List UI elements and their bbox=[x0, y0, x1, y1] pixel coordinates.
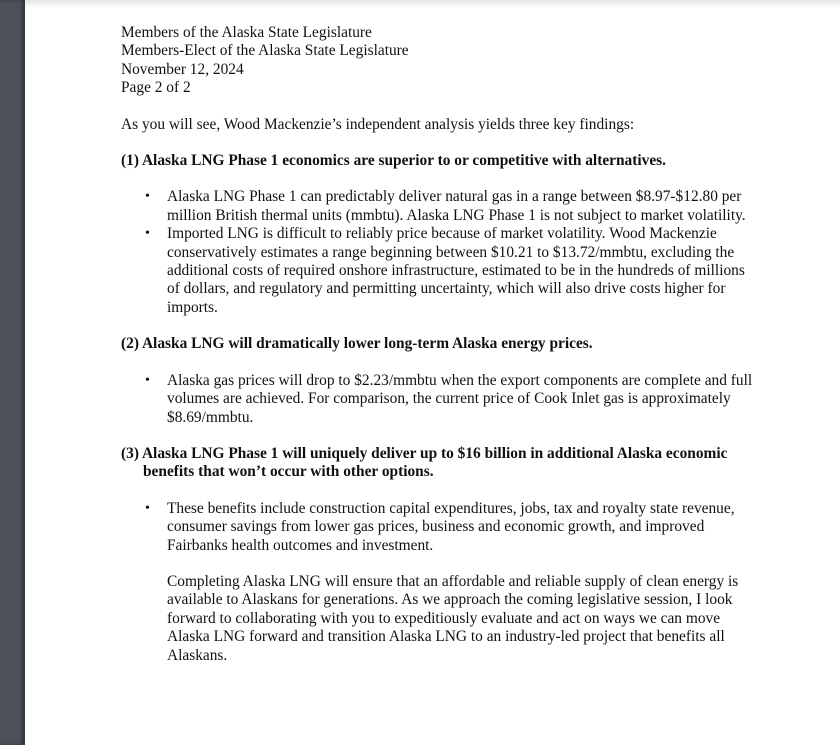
letter-header bbox=[121, 24, 761, 98]
bullet-icon: • bbox=[145, 226, 150, 242]
bullet-item bbox=[121, 372, 761, 427]
finding-1-title: (1) Alaska LNG Phase 1 economics are superior to or competitive with alternatives. bbox=[121, 152, 667, 170]
bullet-icon: • bbox=[145, 500, 150, 516]
finding-2-title: (2) Alaska LNG will dramatically lower long-term Alaska energy prices. bbox=[121, 335, 593, 353]
finding-2-bullets bbox=[121, 372, 761, 427]
viewer-left-gutter bbox=[0, 0, 25, 745]
finding-3-bullets bbox=[121, 500, 761, 555]
bullet-icon: • bbox=[145, 372, 150, 388]
closing-paragraph: Completing Alaska LNG will ensure that an affordable and reliable supply of clean energy is available to Alaskans for generations. As we approach the coming legislative session, I look forward to collaborating with you to expeditiously evaluate and act on ways we can move Alaska LNG forward and transition Alaska LNG to an industry-led project that benefits all Alaskans. bbox=[167, 572, 739, 664]
finding-3-title: (3) Alaska LNG Phase 1 will uniquely deliver up to $16 billion in additional Alaska economic benefits that won’t occur with other options. bbox=[121, 444, 728, 481]
bullet-item bbox=[121, 500, 761, 555]
recipient-line-2: Members-Elect of the Alaska State Legislature bbox=[121, 42, 409, 60]
bullet-text: These benefits include construction capital expenditures, jobs, tax and royalty state revenue, consumer savings from lower gas prices, business and economic growth, and improved Fairbanks health outcomes and investment. bbox=[167, 499, 735, 554]
finding-1-bullets bbox=[121, 188, 761, 317]
recipient-line-1: Members of the Alaska State Legislature bbox=[121, 24, 372, 41]
bullet-item bbox=[121, 225, 761, 317]
page-top-shadow bbox=[25, 0, 840, 8]
intro-paragraph: As you will see, Wood Mackenzie’s independent analysis yields three key findings: bbox=[121, 115, 635, 133]
bullet-text: Alaska LNG Phase 1 can predictably deliver natural gas in a range between $8.97-$12.80 per million British thermal units (mmbtu). Alaska LNG Phase 1 is not subject to market volatility. bbox=[167, 188, 746, 224]
bullet-item bbox=[121, 188, 761, 225]
bullet-icon: • bbox=[145, 189, 150, 205]
letter-date: November 12, 2024 bbox=[121, 60, 244, 78]
letter-content bbox=[121, 24, 761, 665]
bullet-text: Imported LNG is difficult to reliably price because of market volatility. Wood Mackenzie conservatively estimates a range beginning between $10.21 to $13.72/mmbtu, excluding the additional costs of required onshore infrastructure, estimated to be in the hundreds of millions of dollars, and regulatory and permitting uncertainty, which will also drive costs higher for imports. bbox=[167, 225, 745, 316]
bullet-text: Alaska gas prices will drop to $2.23/mmbtu when the export components are complete and full volumes are achieved. For comparison, the current price of Cook Inlet gas is approximately $8.69/mmbtu. bbox=[167, 371, 753, 426]
page-number: Page 2 of 2 bbox=[121, 79, 191, 97]
